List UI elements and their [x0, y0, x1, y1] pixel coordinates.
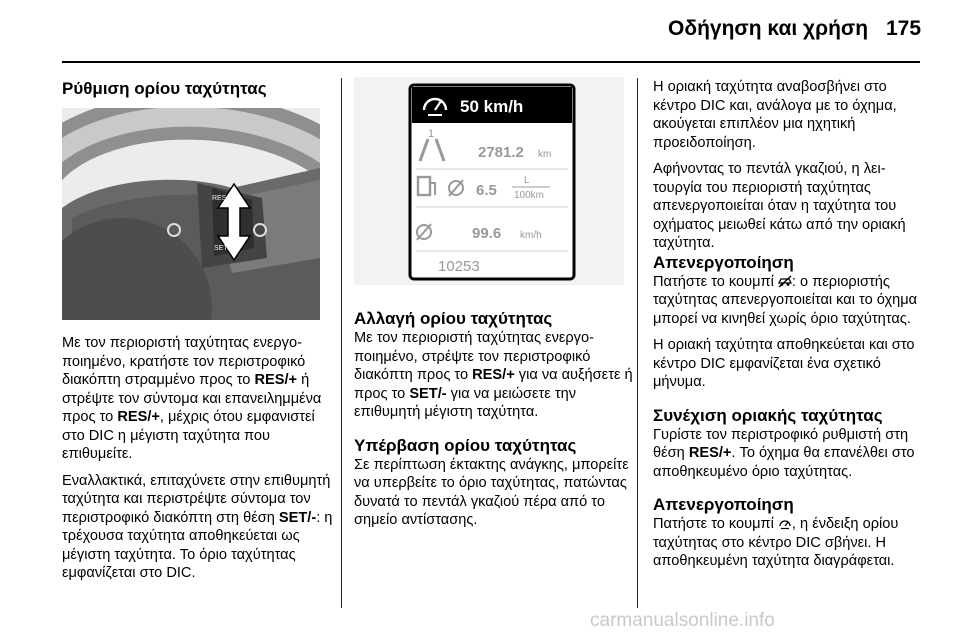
dic-gear: 1: [428, 128, 435, 140]
middle-paragraph-1: Με τον περιοριστή ταχύτητας ενεργοποιημένο, στρέψτε τον περιστροφικό διακόπτη προς το RES/+ για να αυξήσετε ή προς το SET/- για να μειώσετε την επιθυμητή μέγιστη ταχύτητα.: [354, 330, 633, 420]
dic-fuel-unit-bottom: 100km: [514, 190, 545, 201]
dic-speed-limit: 50 km/h: [460, 97, 524, 116]
dic-fuel-consumption: 6.5: [476, 182, 497, 199]
dic-display: [354, 77, 624, 285]
section-switch-off: [653, 495, 925, 571]
dic-display-illustration: [354, 77, 624, 285]
column-divider-right: [637, 78, 638, 608]
right-paragraph-3: Πατήστε το κουμπί : ο περιοριστής ταχύτητας απενεργοποιείται και το όχημα μπορεί να κινηθεί χωρίς όριο ταχύτητας.: [653, 273, 918, 327]
left-column-body: [62, 334, 338, 583]
dic-distance-unit: km: [538, 149, 552, 160]
section-heading-speed-limit-setting: Ρύθμιση ορίου ταχύτητας: [62, 79, 267, 98]
header-rule: [62, 61, 920, 63]
left-paragraph-1: Με τον περιοριστή ταχύτητας ενεργοποιημένο, κρατήστε τον περιστροφικό διακόπτη στραμμένο προς το RES/+ ή στρέψτε τον σύντομα και επανειλημμένα προς το RES/+, μέχρις ότου εμφανιστεί στο DIC η μέγιστη ταχύτητα που επιθυμείτε.: [62, 335, 322, 462]
bold-term: RES/+: [254, 372, 298, 388]
section-resume-limit: [653, 406, 925, 482]
right-paragraph-4: Η οριακή ταχύτητα αποθηκεύεται και στο κέντρο DIC εμφανίζεται ένα σχετικό μήνυμα.: [653, 337, 915, 390]
cancel-cruise-icon: [778, 275, 792, 288]
left-column-heading: [62, 79, 338, 99]
section-heading-change-limit: Αλλαγή ορίου ταχύτητας: [354, 309, 553, 328]
middle-paragraph-2: Σε περίπτωση έκτακτης ανάγκης, μπορείτε να υπερβείτε το όριο ταχύτητας, πατώντας δυνατά το πεντάλ γκαζιού πέρα από το σημείο αντίστασης.: [354, 456, 629, 528]
watermark: carmanualsonline.info: [590, 610, 775, 631]
wheel-button-set-label: SET/-: [214, 245, 232, 252]
section-heading-exceed-limit: Υπέρβαση ορίου ταχύτητας: [354, 435, 577, 455]
dic-average-speed: 99.6: [472, 225, 502, 242]
bold-term: SET/-: [278, 509, 317, 526]
section-heading-resume: Συνέχιση οριακής ταχύτητας: [653, 405, 883, 425]
right-column-body: [653, 78, 925, 571]
right-paragraph-2: Αφήνοντας το πεντάλ γκαζιού, η λειτουργία του περιοριστή ταχύτητας απενεργοποιείται όταν η ταχύτητα του οχήματος μειωθεί κάτω από την οριακή ταχύτητα.: [653, 161, 906, 251]
steering-wheel-icon: [62, 108, 320, 320]
right-paragraph-6: Πατήστε το κουμπί , η ένδειξη ορίου ταχύτητας στο κέντρο DIC σβήνει. Η αποθηκευμένη ταχύτητα διαγράφεται.: [653, 516, 899, 569]
steering-wheel-illustration: [62, 108, 320, 320]
column-divider-left: [341, 78, 342, 608]
middle-column-body: [354, 309, 636, 530]
right-paragraph-1: Η οριακή ταχύτητα αναβοσβήνει στο κέντρο DIC και, ανάλογα με το όχημα, ακούγεται επιπλέον μια ηχητική προειδοποίηση.: [653, 79, 897, 151]
section-heading-switch-off: Απενεργοποίηση: [653, 495, 794, 514]
page-number: 175: [886, 17, 922, 40]
section-heading-deactivation: Απενεργοποίηση: [653, 252, 794, 272]
dic-odometer: 10253: [438, 258, 480, 275]
right-paragraph-5: Γυρίστε τον περιστροφικό ρυθμιστή στη θέση RES/+. Το όχημα θα επανέλθει στο αποθηκευμένο όριο ταχύτητας.: [653, 426, 915, 480]
dic-average-speed-unit: km/h: [520, 230, 542, 241]
bold-term: SET/-: [409, 385, 447, 402]
bold-term: RES/+: [117, 409, 160, 425]
section-deactivation: [653, 253, 925, 392]
section-change-speed-limit: [354, 309, 636, 422]
section-exceed-speed-limit: [354, 436, 636, 530]
bold-term: RES/+: [472, 367, 515, 383]
speed-limiter-icon: [778, 517, 792, 530]
dic-distance: 2781.2: [478, 144, 524, 161]
page-header-title: Οδήγηση και χρήση: [668, 17, 869, 40]
left-paragraph-2: Εναλλακτικά, επιταχύνετε στην επιθυμητή ταχύτητα και περιστρέψτε σύντομα τον περιστροφικό διακόπτη στη θέση SET/-: η τρέχουσα ταχύτητα αποθηκεύεται ως μέγιστη ταχύτητα. Το όριο ταχύτητας εμφανίζεται στο DIC.: [62, 472, 333, 581]
dic-fuel-unit-top: L: [524, 175, 530, 186]
wheel-button-res-label: RES/+: [212, 195, 233, 202]
bold-term: RES/+: [688, 445, 732, 461]
